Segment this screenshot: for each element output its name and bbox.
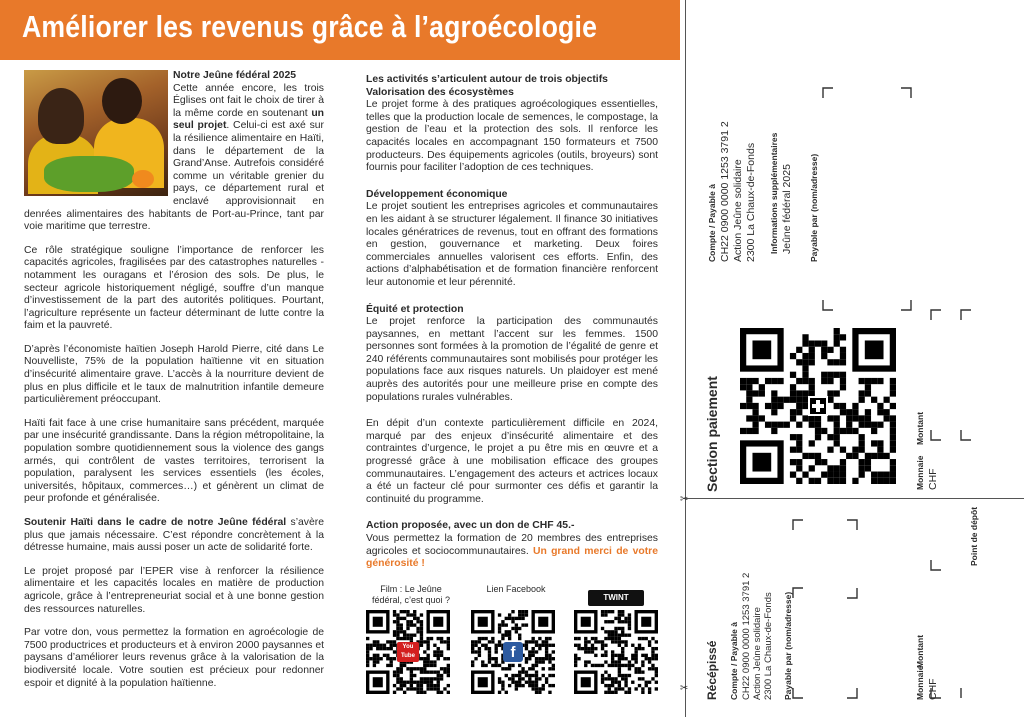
twint-logo: TWINT [588,590,644,606]
receipt-deposit-point: Point de dépôt [969,506,979,566]
qr-codes-row [366,584,666,714]
receipt-currency: Monnaie CHF [915,665,939,700]
action-heading: Action proposée, avec un don de CHF 45.- [366,520,575,532]
farmers-photo [24,70,168,196]
receipt-account: Compte / Payable à CH22 0900 0000 1253 3791 2 Action Jeûne solidaire 2300 La Chaux-de-Fonds [729,572,774,700]
receipt-separator [685,498,1024,499]
right-column [366,74,658,582]
facebook-qr-block[interactable] [471,584,561,661]
ecosystems-heading: Valorisation des écosystèmes [366,86,514,98]
context-paragraph: En dépit d’un contexte particulièrement difficile en 2024, marqué par des enjeux d’insécurité alimentaire et des contraintes d’urgence, le projet a pu être mis en œuvre et a progressé grâce à une mobilisation efficace des groupes communautaires. L’engagement des acteurs et actrices locaux a été un facteur clé pour surmonter ces défis et garantir la continuité du programme. [366,418,658,505]
payment-amount-label: Montant [915,411,925,445]
scissors-icon-bottom: ✂ [680,683,689,694]
scissors-icon: ✂ [680,494,689,505]
receipt-amount-label: Montant [915,634,925,668]
economic-block: Développement économique Le projet soutient les entreprises agricoles et communautaires en les aidant à se structurer légalement. Il finance 30 initiatives locales génératrices de revenus, tout en offrant des formations en gestion, gouvernance et marketing. Deux foires commerciales annuelles valorisent ces efforts. Enfin, des actions d’alphabétisation et de formation financière renforcent leur autonomie et leur pérennité. [366,188,658,288]
equity-block: Équité et protection Le projet renforce la participation des communautés paysannes, en mettant l’accent sur les femmes. 1500 personnes sont formées à la promotion de l’égalité de genre et 240 référents communautaires sont mobilisés pour protéger les populations face aux risques naturels. Un plaidoyer est mené auprès des autorités pour une meilleure prise en compte des populations rurales vulnérables. [366,303,658,403]
paragraph-2: Ce rôle stratégique souligne l’importance de renforcer les capacités agricoles, fragilisées par des catastrophes naturelles - notamment les ouragans et l’érosion des sols. De plus, le secteur agricole historiquement négligé, souffre d’un manque d’investissement de la part des autorités politiques. Pourtant, l’agriculture représente un facteur déterminant de lutte contre la faim et la pauvreté. [24,244,324,332]
facebook-icon: f [503,642,523,662]
paragraph-5: Soutenir Haïti dans le cadre de notre Jeûne fédéral s’avère plus que jamais nécessaire. C’est répondre concrètement à la détresse humaine, mais aussi poser un acte de solidarité forte. [24,517,324,554]
intro-paragraph: Notre Jeûne fédéral 2025 Cette année encore, les trois Églises ont fait le choix de tirer à la même corde en soutenant un seul projet. Celui-ci est axé sur la résilience alimentaire en Haïti, dans le département de la Grand’Anse. Autrefois considéré comme un véritable grenier du pays, ce département rural et enclavé approvisionnait en denrées alimentaires des habitants de Port-au-Prince, tant par voie maritime que terrestre. [24,70,325,233]
payment-currency: Monnaie CHF [915,455,939,490]
intro-heading: Notre Jeûne fédéral 2025 [173,70,297,81]
paragraph-3: D’après l’économiste haïtien Joseph Harold Pierre, cité dans Le Nouvelliste, 75% de la population haïtienne vit en situation d’insécurité alimentaire grave. L’accès à la nourriture devient de plus en plus difficile et le taux de malnutrition infantile demeure particulièrement préoccupant. [24,343,324,406]
payment-account: Compte / Payable à CH22 0900 0000 1253 3791 2 Action Jeûne solidaire 2300 La Chaux-de-Fonds [707,121,757,262]
intro-bold: un seul projet [173,107,325,132]
paragraph-7: Par votre don, vous permettez la formation en agroécologie de 7500 productrices et producteurs et à environ 2000 paysannes et paysans d’améliorer leurs revenus grâce à la valorisation de la biodiversité locale. Votre soutien est précieux pour redonner espoir et dignité à la population haïtienne. [24,627,324,689]
left-column [24,70,324,701]
twint-qr-code[interactable] [574,610,658,694]
facebook-label: Lien Facebook [486,584,546,594]
receipt-title: Récépissé [705,640,719,700]
objectives-heading: Les activités s’articulent autour de trois objectifs [366,74,608,85]
page-title: Améliorer les revenus grâce à l’agroécologie [22,9,598,44]
slip-separator [685,0,686,717]
equity-heading: Équité et protection [366,303,464,315]
film-label: Film : Le Jeûne fédéral, c’est quoi ? [371,584,451,605]
film-qr-block[interactable] [366,584,456,659]
objectives-block: Les activités s’articulent autour de trois objectifs Valorisation des écosystèmes Le projet forme à des pratiques agroécologiques essentielles, telles que la production locale de semences, le compostage, la gestion de l’eau et la protection des sols. Il renforce les capacités locales en accompagnant 150 formateurs et 7500 producteurs. Des équipements agricoles (outils, broyeurs) sont fournis pour faciliter l’adoption de ces techniques. [366,74,658,174]
payment-additional-info: Informations supplémentaires Jeûne fédéral 2025 [769,132,793,254]
payment-payer: Payable par (nom/adresse) [809,153,819,262]
action-block: Action proposée, avec un don de CHF 45.- Vous permettez la formation de 20 membres des entreprises agricoles et sociocommunautaires. Un grand merci de votre générosité ! [366,520,658,570]
youtube-icon: You Tube [397,642,419,662]
paragraph-4: Haïti fait face à une crise humanitaire sans précédent, marquée par une insécurité grandissante. Dans la région métropolitaine, la population sombre quotidiennement sous la violence des gangs armés, qui contrôlent de vastes territoires, terrorisent la population, paralysent les services essentiels (les écoles, universités, hôpitaux, commerces…) et génèrent un climat de peur profonde et généralisée. [24,417,324,505]
payment-section-title: Section paiement [704,376,720,492]
economic-heading: Développement économique [366,188,508,200]
swiss-cross-icon [808,396,828,416]
title-banner [0,0,680,60]
paragraph-6: Le projet proposé par l’EPER vise à renforcer la résilience alimentaire et les capacités locales en matière de production agricole, grâce à l’entrepreneuriat social et à une bonne gestion des ressources naturelles. [24,565,324,615]
receipt-payer: Payable par (nom/adresse) [783,591,793,700]
